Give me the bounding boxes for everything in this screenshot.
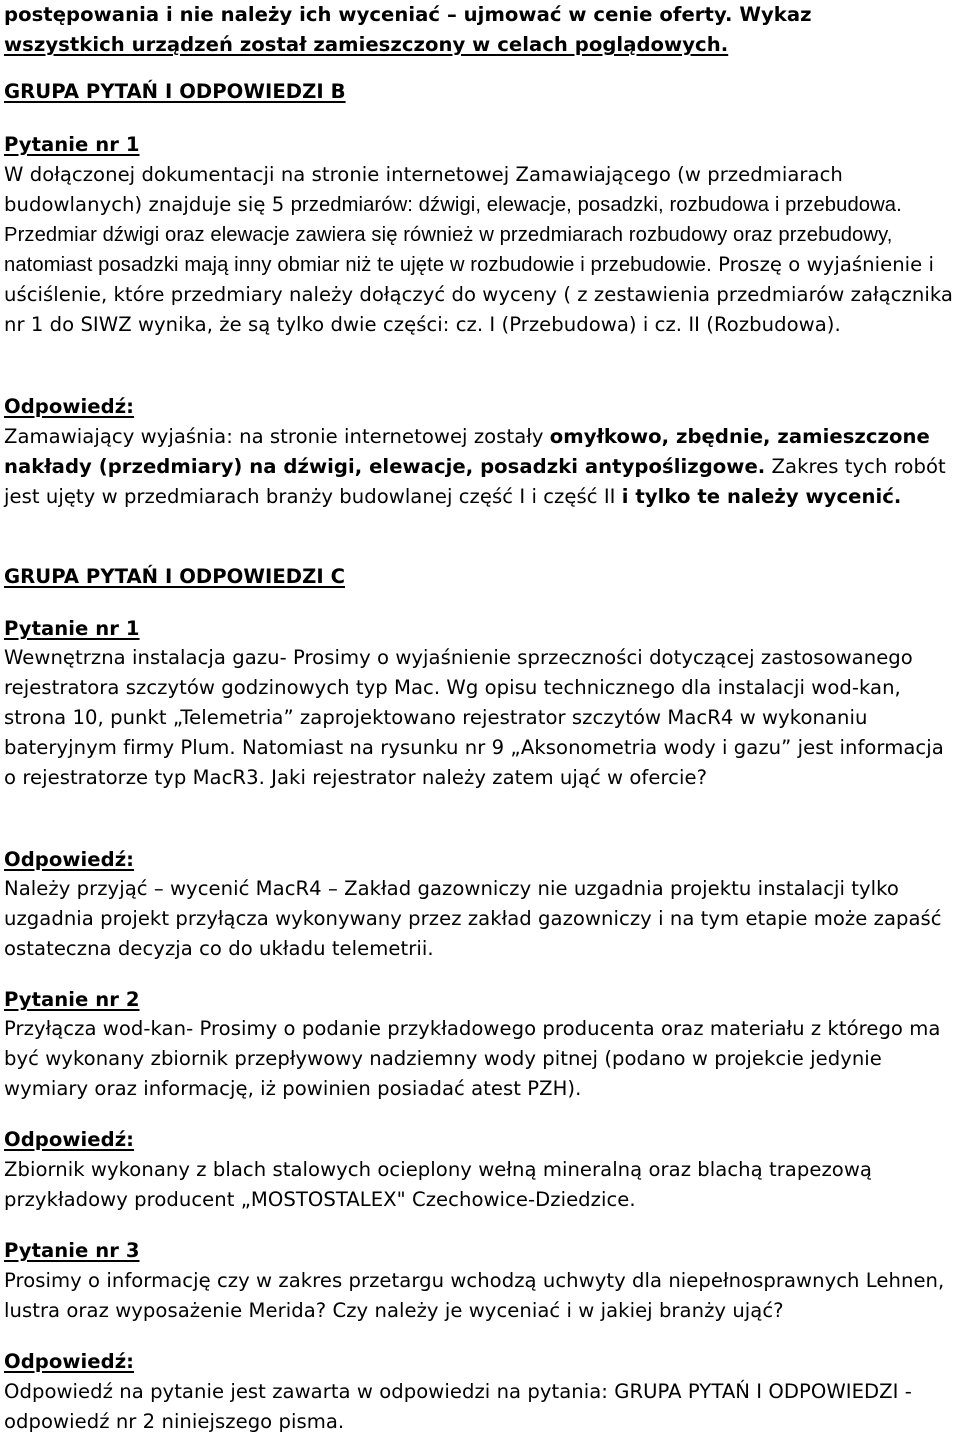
group-b-q1-answer-part-1: Zamawiający wyjaśnia: na stronie internetowej zostały bbox=[4, 425, 550, 448]
group-b-heading: GRUPA PYTAŃ I ODPOWIEDZI B bbox=[4, 80, 346, 103]
group-c-q2-answer: Zbiornik wykonany z blach stalowych ocieplony wełną mineralną oraz blachą trapezową przykładowy producent „MOSTOSTALEX" Czechowice-Dziedzice. bbox=[4, 1158, 872, 1211]
group-b-q1-text-part-3: Proszę o wyjaśnienie i uściślenie, które przedmiary należy dołączyć do wyceny ( z zestawienia przedmiarów załącznika nr 1 do SIWZ wynika, że są tylko dwie części: cz. I (Przebudowa) i cz. II (Rozbudowa). bbox=[4, 253, 953, 336]
group-b-q1-answer-part-4: i tylko te należy wycenić. bbox=[621, 485, 902, 508]
group-c-q2-text: Przyłącza wod-kan- Prosimy o podanie przykładowego producenta oraz materiału z którego ma być wykonany zbiornik przepływowy nadziemny wody pitnej (podano w projekcie jedynie wymiary oraz informację, iż powinien posiadać atest PZH). bbox=[4, 1017, 941, 1100]
intro-line-1: postępowania i nie należy ich wyceniać – ujmować w cenie oferty. Wykaz bbox=[4, 3, 812, 26]
group-b-q1-answer-label: Odpowiedź: bbox=[4, 395, 135, 418]
group-c-q2-title: Pytanie nr 2 bbox=[4, 988, 140, 1011]
group-c-q1-answer: Należy przyjąć – wycenić MacR4 – Zakład gazowniczy nie uzgadnia projektu instalacji tylko uzgadnia projekt przyłącza wykonywany przez zakład gazowniczy i na tym etapie może zapaść ostateczna decyzja co do układu telemetrii. bbox=[4, 877, 942, 960]
group-b-q1-text-part-1: W dołączonej dokumentacji na stronie internetowej Zamawiającego (w przedmiarach budowlanych) znajduje się 5 bbox=[4, 163, 843, 216]
group-c-q1-answer-label: Odpowiedź: bbox=[4, 848, 135, 871]
group-c-q3-answer: Odpowiedź na pytanie jest zawarta w odpowiedzi na pytania: GRUPA PYTAŃ I ODPOWIEDZI - odpowiedź nr 2 niniejszego pisma. bbox=[4, 1380, 912, 1433]
intro-paragraph bbox=[4, 0, 956, 60]
group-b-q1-answer-part-2: omyłkowo, zbędnie, zamieszczone nakłady (przedmiary) na dźwigi, elewacje, posadzki antypoślizgowe. bbox=[4, 425, 930, 478]
intro-line-2: wszystkich urządzeń został zamieszczony w celach poglądowych. bbox=[4, 33, 729, 56]
group-b-q1-title: Pytanie nr 1 bbox=[4, 133, 140, 156]
group-c-q1-text: Wewnętrzna instalacja gazu- Prosimy o wyjaśnienie sprzeczności dotyczącej zastosowanego rejestratora szczytów godzinowych typ Mac. Wg opisu technicznego dla instalacji wod-kan, strona 10, punkt „Telemetria” zaprojektowano rejestrator szczytów MacR4 w wykonaniu bateryjnym firmy Plum. Natomiast na rysunku nr 9 „Aksonometria wody i gazu” jest informacja o rejestratorze typ MacR3. Jaki rejestrator należy zatem ująć w ofercie? bbox=[4, 646, 944, 789]
group-c-heading: GRUPA PYTAŃ I ODPOWIEDZI C bbox=[4, 565, 346, 588]
group-c-q3-title: Pytanie nr 3 bbox=[4, 1239, 140, 1262]
group-b-q1-answer-part-3: Zakres tych robót jest ujęty w przedmiarach branży budowlanej część I i część II bbox=[4, 455, 946, 508]
group-c-q1-title: Pytanie nr 1 bbox=[4, 617, 140, 640]
group-c-q3-answer-label: Odpowiedź: bbox=[4, 1350, 135, 1373]
group-b-q1-text bbox=[4, 160, 956, 340]
group-c-q3-text: Prosimy o informację czy w zakres przetargu wchodzą uchwyty dla niepełnosprawnych Lehnen, lustra oraz wyposażenie Merida? Czy należy je wyceniać i w jakiej branży ująć? bbox=[4, 1269, 945, 1322]
group-c-q2-answer-label: Odpowiedź: bbox=[4, 1128, 135, 1151]
group-b-q1-answer bbox=[4, 422, 956, 512]
group-b-q1-text-part-2: przedmiarów: dźwigi, elewacje, posadzki, rozbudowa i przebudowa. Przedmiar dźwigi oraz elewacje zawiera się również w przedmiarach rozbudowy oraz przebudowy, natomiast posadzki mają inny obmiar niż te ujęte w rozbudowie i przebudowie. bbox=[4, 194, 902, 276]
